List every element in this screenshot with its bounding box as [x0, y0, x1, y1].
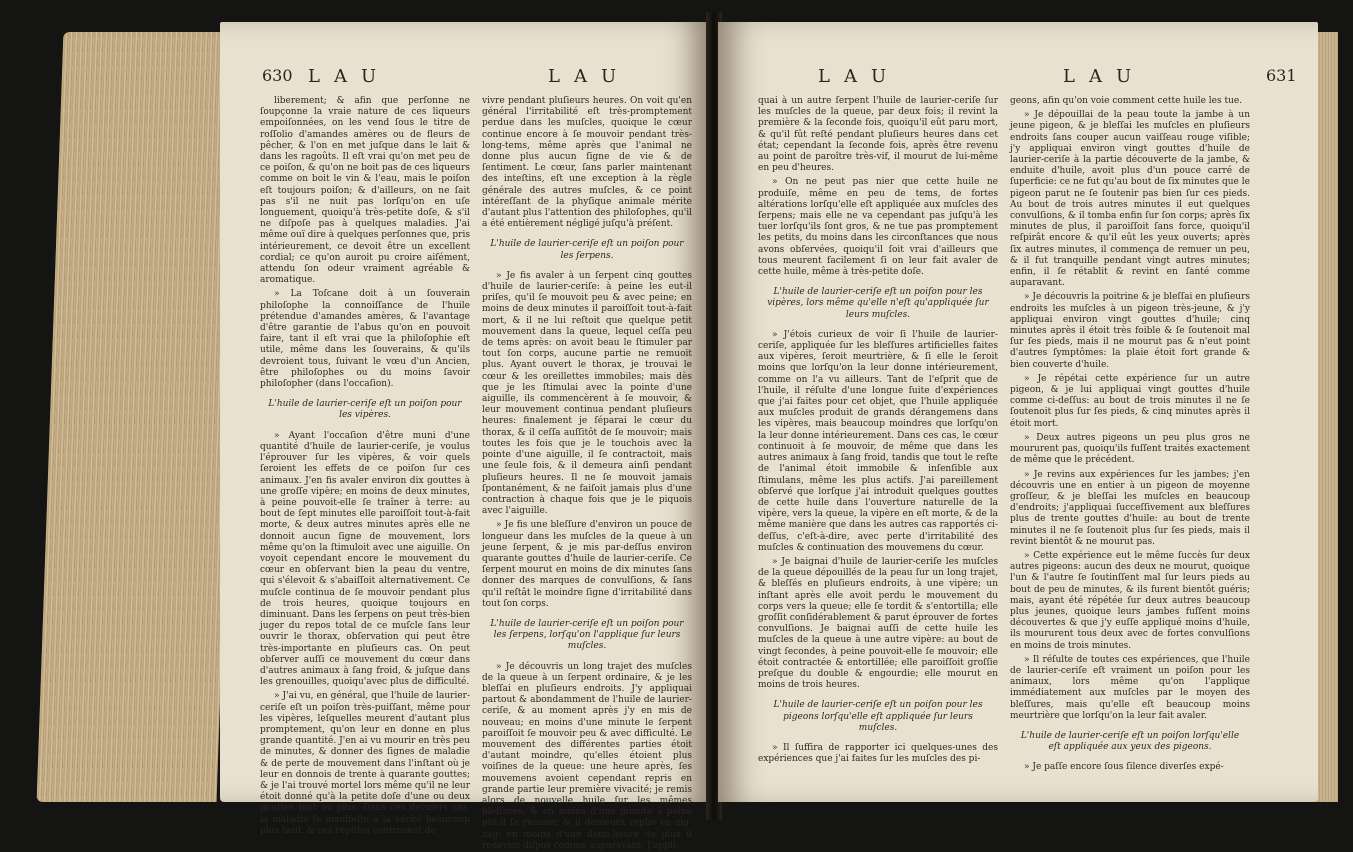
left-page: [220, 22, 710, 851]
text-column: [1010, 96, 1250, 782]
section-heading: L'huile de laurier-ceriſe eſt un poiſon pour les ſerpens.: [490, 239, 684, 261]
paragraph: » Ayant l'occaſion d'être muni d'une quantité d'huile de laurier-ceriſe, je voulus l'éprouver ſur les vipères, & voir quels ſeroient les effets de ce poiſon ſur ces animaux. J'en fis avaler environ dix gouttes à une groſſe vipère; en moins de deux minutes, à peine pouvoit-elle ſe traîner à terre: au bout de ſept minutes elle paroiſſoit tout-à-fait morte, & deux autres minutes après elle ne donnoit aucun ſigne de mouvement, lors même qu'on la ſtimuloit avec une aiguille. On voyoit cependant encore le mouvement du cœur en obſervant bien la peau du ventre, qui s'élevoit & s'abaiſſoit alternativement. Ce muſcle continua de ſe mouvoir pendant plus de trois heures, quoique toujours en diminuant. Dans les ſerpens on peut très-bien juger du repos total de ce muſcle ſans leur ouvrir le thorax, obſervation qui peut être très-importante en pluſieurs cas. On peut obſerver auſſi ce mouvement du cœur dans d'autres animaux à ſang froid, & juſque dans les grenouilles, quoiqu'avec plus de difficulté.: [260, 430, 470, 688]
section-heading: L'huile de laurier-ceriſe eſt un poiſon pour les pigeons lorſqu'elle eſt appliquée ſur leurs muſcles.: [773, 700, 983, 733]
paragraph: » J'étois curieux de voir ſi l'huile de laurier-ceriſe, appliquée ſur les bleſſures artificielles faites aux vipères, ſeroit meurtrière, & ſi elle le ſeroit moins que lorſqu'on la leur donne intérieurement, comme on l'a vu ailleurs. Tant de l'eſprit que de l'huile, il réſulte d'une longue ſuite d'expériences que j'ai faites pour cet objet, que l'huile appliquée aux muſcles produit de grands dérangemens dans les vipères, mais beaucoup moindres que lorſqu'on la leur donne intérieurement. Dans ces cas, le cœur continuoit à ſe mouvoir, de même que dans les autres animaux à ſang froid, tandis que tout le reſte de l'animal étoit immobile & inſenſible aux ſtimulans, même les plus actifs. J'ai pareillement obſervé que lorſque j'ai introduit quelques gouttes de cette huile dans l'ouverture naturelle de la vipère, vers la queue, la vipère en eſt morte, & de la même manière que dans les autres cas rapportés ci-deſſus, c'eſt-à-dire, avec perte d'irritabilité des muſcles & continuation des mouvemens du cœur.: [758, 329, 998, 553]
paragraph: » J'ai vu, en général, que l'huile de laurier-ceriſe eſt un poiſon très-puiſſant, même pour les vipères, leſquelles meurent d'autant plus promptement, qu'on leur en donne en plus grande quantité. J'en ai vu mourir en très peu de minutes, & donner des ſignes de maladie & de perte de mouvement dans l'inſtant où je leur en donnois de trente à quarante gouttes; & je l'ai trouvé mortel lors même qu'il ne leur étoit donné qu'à la petite doſe d'une ou deux gouttes tout au plus. Dans ces derniers cas, la maladie ſe manifeſte à la vérité beaucoup plus tard, & ces reptiles continuent de: [260, 691, 470, 836]
page-number: 630: [262, 66, 293, 85]
paragraph: » Il réſulte de toutes ces expériences, que l'huile de laurier-ceriſe eſt vraiment un poiſon pour les animaux, lors même qu'on l'applique immédiatement aux muſcles par le moyen des bleſſures, mais qu'elle eſt beaucoup moins meurtrière que lorſqu'on la leur fait avaler.: [1010, 654, 1250, 721]
text-column: [482, 96, 692, 851]
paragraph: » Il ſuffira de rapporter ici quelques-unes des expériences que j'ai faites ſur les muſcles des pi-: [758, 742, 998, 765]
paragraph: vivre pendant pluſieurs heures. On voit qu'en général l'irritabilité eſt très-promptement perdue dans les muſcles, quoique le cœur continue encore à ſe mouvoir pendant très-long-tems, même après que l'animal ne donne plus aucun ſigne de vie & de ſentiment. Le cœur, ſans parler maintenant des inteſtins, eſt une exception à la règle générale des autres muſcles, & ce point intéreſſant de la phyſique animale mérite d'autant plus l'attention des philoſophes, qu'il a été entièrement négligé juſqu'à préſent.: [482, 96, 692, 230]
text-column: [758, 96, 998, 782]
section-heading: L'huile de laurier-ceriſe eſt un poiſon pour les vipères, lors même qu'elle n'eſt qu'appliquée ſur leurs muſcles.: [767, 287, 989, 320]
section-heading: L'huile de laurier-ceriſe eſt un poiſon pour les vipères.: [268, 399, 462, 421]
running-head: LAU: [1063, 66, 1146, 87]
open-book: [50, 12, 1340, 851]
paragraph: » Je baignai d'huile de laurier-ceriſe les muſcles de la queue dépouillés de la peau ſur un long trajet, & bleſſés en pluſieurs endroits, à une vipère; un inſtant après elle avoit perdu le mouvement du corps vers la queue; elle ſe tordit & s'entortilla; elle groſſit conſidérablement & parut éprouver de fortes convulſions. Je baignai auſſi de cette huile les muſcles de la queue à une autre vipère: au bout de vingt ſecondes, à peine pouvoit-elle ſe mouvoir; elle étoit contractée & entortillée; elle paroiſſoit groſſie preſque du double & engourdie; elle mourut en moins de trois heures.: [758, 556, 998, 691]
section-heading: L'huile de laurier-ceriſe eſt un poiſon pour les ſerpens, lorſqu'on l'applique ſur leurs muſcles.: [490, 618, 684, 652]
paragraph: » La Toſcane doit à un ſouverain philoſophe la connoiſſance de l'huile prétendue d'amandes amères, & l'avantage d'être garantie de l'abus qu'on en pouvoit faire, tant il eſt vrai que la philoſophie eſt utile, même dans les ſouverains, & qu'ils devroient tous, ſuivant le vœu d'un Ancien, être philoſophes ou du moins ſavoir philoſopher (dans l'occaſion).: [260, 289, 470, 390]
paragraph: » Je revins aux expériences ſur les jambes; j'en découvris une en entier à un pigeon de moyenne groſſeur, & je bleſſai les muſcles en beaucoup d'endroits; j'appliquai ſucceſſivement aux bleſſures plus de trente gouttes d'huile: au bout de trente minutes il ne ſe ſoutenoit plus ſur ſes pieds, mais il revint bientôt & ne mourut pas.: [1010, 469, 1250, 547]
running-head: LAU: [548, 66, 631, 87]
paragraph: » Je fis une bleſſure d'environ un pouce de longueur dans les muſcles de la queue à un jeune ſerpent, & je mis par-deſſus environ quarante gouttes d'huile de laurier-ceriſe. Ce ſerpent mourut en moins de dix minutes ſans donner des marques de convulſions, & ſans qu'il reſtât le moindre ſigne d'irritabilité dans tout ſon corps.: [482, 520, 692, 609]
paragraph: » Je découvris un long trajet des muſcles de la queue à un ſerpent ordinaire, & je les bleſſai en pluſieurs endroits. J'y appliquai partout & abondamment de l'huile de laurier-ceriſe, & au moment après j'y en mis de nouveau; en moins d'une minute le ſerpent paroiſſoit ſe mouvoir peu & avec difficulté. Le mouvement des différentes parties étoit d'autant moindre, qu'elles étoient plus voiſines de la queue: une heure après, ſes mouvemens avoient cependant repris en grande partie leur première vivacité; je remis alors de nouvelle huile ſur les mêmes bleſſures, & en moins d'une minute à peine pût-il ſe remuer, & il demeura replié en zig-zag: en moins d'une demi-heure de plus il redevint diſpos comme auparavant. J'appli-: [482, 661, 692, 851]
paragraph: » On ne peut pas nier que cette huile ne produiſe, même en peu de tems, de fortes altérations lorſqu'elle eſt appliquée aux muſcles des ſerpens; mais elle ne va cependant pas juſqu'à les tuer lorſqu'ils ſont gros, & ne tue pas promptement les petits, du moins dans les circonſtances que nous avons obſervées, quoiqu'il ſoit vrai d'ailleurs que tous meurent facilement ſi on leur fait avaler de cette huile, même à très-petite doſe.: [758, 177, 998, 278]
page-edges-left: [37, 32, 244, 802]
paragraph: » Je paſſe encore ſous ſilence diverſes expé-: [1024, 762, 1224, 773]
paragraph: liberement; & afin que perſonne ne ſoupçonne la vraie nature de ces liqueurs empoiſonnées, on les vend ſous le titre de roſſolio d'amandes amères ou de fleurs de pêcher, & l'on en met juſque dans le lait & dans les ragoûts. Il eſt vrai qu'on met peu de ce poiſon, & qu'on ne boit pas de ces liqueurs comme on boit le vin & l'eau, mais le poiſon eſt toujours poiſon; & d'ailleurs, on ne ſait pas s'il ne nuit pas lorſqu'on en uſe longuement, quoiqu'à très-petite doſe, & s'il ne diſpoſe pas à quelques maladies. J'ai même ouï dire à quelques perſonnes que, pris intérieurement, ce devoit être un excellent cordial; ce qu'on auroit pu croire aiſément, attendu ſon odeur vraiment agréable & aromatique.: [260, 96, 470, 286]
right-page-header: [718, 66, 1318, 90]
section-heading: L'huile de laurier-ceriſe eſt un poiſon lorſqu'elle eſt appliquée aux yeux des pigeons.: [1020, 730, 1240, 753]
paragraph: » Je dépouillai de la peau toute la jambe à un jeune pigeon, & je bleſſai les muſcles en pluſieurs endroits ſans couper aucun vaiſſeau rouge viſible; j'y appliquai environ vingt gouttes d'huile de laurier-ceriſe à la partie découverte de la jambe, & enduite d'huile, avoit plus d'un pouce carré de ſuperficie: ce ne fut qu'au bout de ſix minutes que le pigeon parut ne ſe ſoutenir pas bien ſur ces pieds. Au bout de trois autres minutes il eut quelques convulſions, & il tomba enfin ſur ſon corps; après ſix minutes de plus, il paroiſſoit ſans force, quoiqu'il reſpirât encore & qu'il eût les yeux ouverts; après ſix autres minutes, il commença de remuer un peu, & il fut tranquille pendant vingt autres minutes; enfin, il ſe rétablit & revint en ſanté comme auparavant.: [1010, 110, 1250, 289]
paragraph: » Cette expérience eut le même ſuccès ſur deux autres pigeons: aucun des deux ne mourut, quoique l'un & l'autre ſe ſoutinſſent mal ſur leurs pieds au bout de peu de minutes, & ils furent bientôt guéris; mais, ayant été répétée ſur deux autres beaucoup plus jeunes, quoique leurs jambes fuſſent moins découvertes & que j'y euſſe appliqué moins d'huile, ils moururent tous deux avec de fortes convulſions en moins de trois minutes.: [1010, 550, 1250, 651]
running-head: LAU: [308, 66, 391, 87]
running-head: LAU: [818, 66, 901, 87]
paragraph: » Deux autres pigeons un peu plus gros ne moururent pas, quoiqu'ils fuſſent traités exactement de même que le précédent.: [1010, 432, 1250, 466]
paragraph: » Je fis avaler à un ſerpent cinq gouttes d'huile de laurier-ceriſe: à peine les eut-il priſes, qu'il ſe mouvoit peu & avec peine; en moins de deux minutes il paroiſſoit tout-à-fait mort, & il ne lui reſtoit que quelque petit mouvement dans la queue, lequel ceſſa peu de tems après: on avoit beau le ſtimuler par tout ſon corps, aucune partie ne remuoit plus. Ayant ouvert le thorax, je trouvai le cœur & les oreillettes immobiles; mais dès que je les ſtimulai avec la pointe d'une aiguille, ils commencèrent à ſe mouvoir, & leur mouvement continua pendant pluſieurs heures: finalement je ſéparai le cœur du thorax, & il ceſſa auſſitôt de ſe mouvoir; mais toutes les fois que je le touchois avec la pointe d'une aiguille, il ſe contractoit, mais une ſeule fois, & il demeura ainſi pendant pluſieurs heures. Il ne ſe mouvoit jamais ſpontanément, & ne faiſoit jamais plus d'une contraction à chaque fois que je le piquois avec l'aiguille.: [482, 270, 692, 517]
paragraph: » Je découvris la poitrine & je bleſſai en pluſieurs endroits les muſcles à un pigeon très-jeune, & j'y appliquai environ vingt gouttes d'huile; cinq minutes après il étoit très foible & ſe ſoutenoit mal ſur ſes pieds, mais il ne mourut pas & n'eut point d'autres ſymptômes: la plaie étoit fort grande & bien couverte d'huile.: [1010, 292, 1250, 370]
page-number: 631: [1266, 66, 1297, 85]
text-column: [260, 96, 470, 836]
right-page: [718, 22, 1318, 802]
paragraph: geons, afin qu'on voie comment cette huile les tue.: [1010, 96, 1243, 106]
left-page-header: [220, 66, 710, 90]
paragraph: quai à un autre ſerpent l'huile de laurier-ceriſe ſur les muſcles de la queue, par deux fois; il revint la première & la ſeconde fois, quoiqu'il eût paru mort, & qu'il fût reſté pendant pluſieurs heures dans cet état; cependant la ſeconde fois, après être revenu au point de paroître très-vif, il mourut de lui-même en peu d'heures.: [758, 96, 998, 174]
paragraph: » Je répétai cette expérience ſur un autre pigeon, & je lui appliquai vingt gouttes d'huile comme ci-deſſus: au bout de trois minutes il ne ſe ſoutenoit plus ſur ſes pieds, & cinq minutes après il étoit mort.: [1010, 373, 1250, 429]
